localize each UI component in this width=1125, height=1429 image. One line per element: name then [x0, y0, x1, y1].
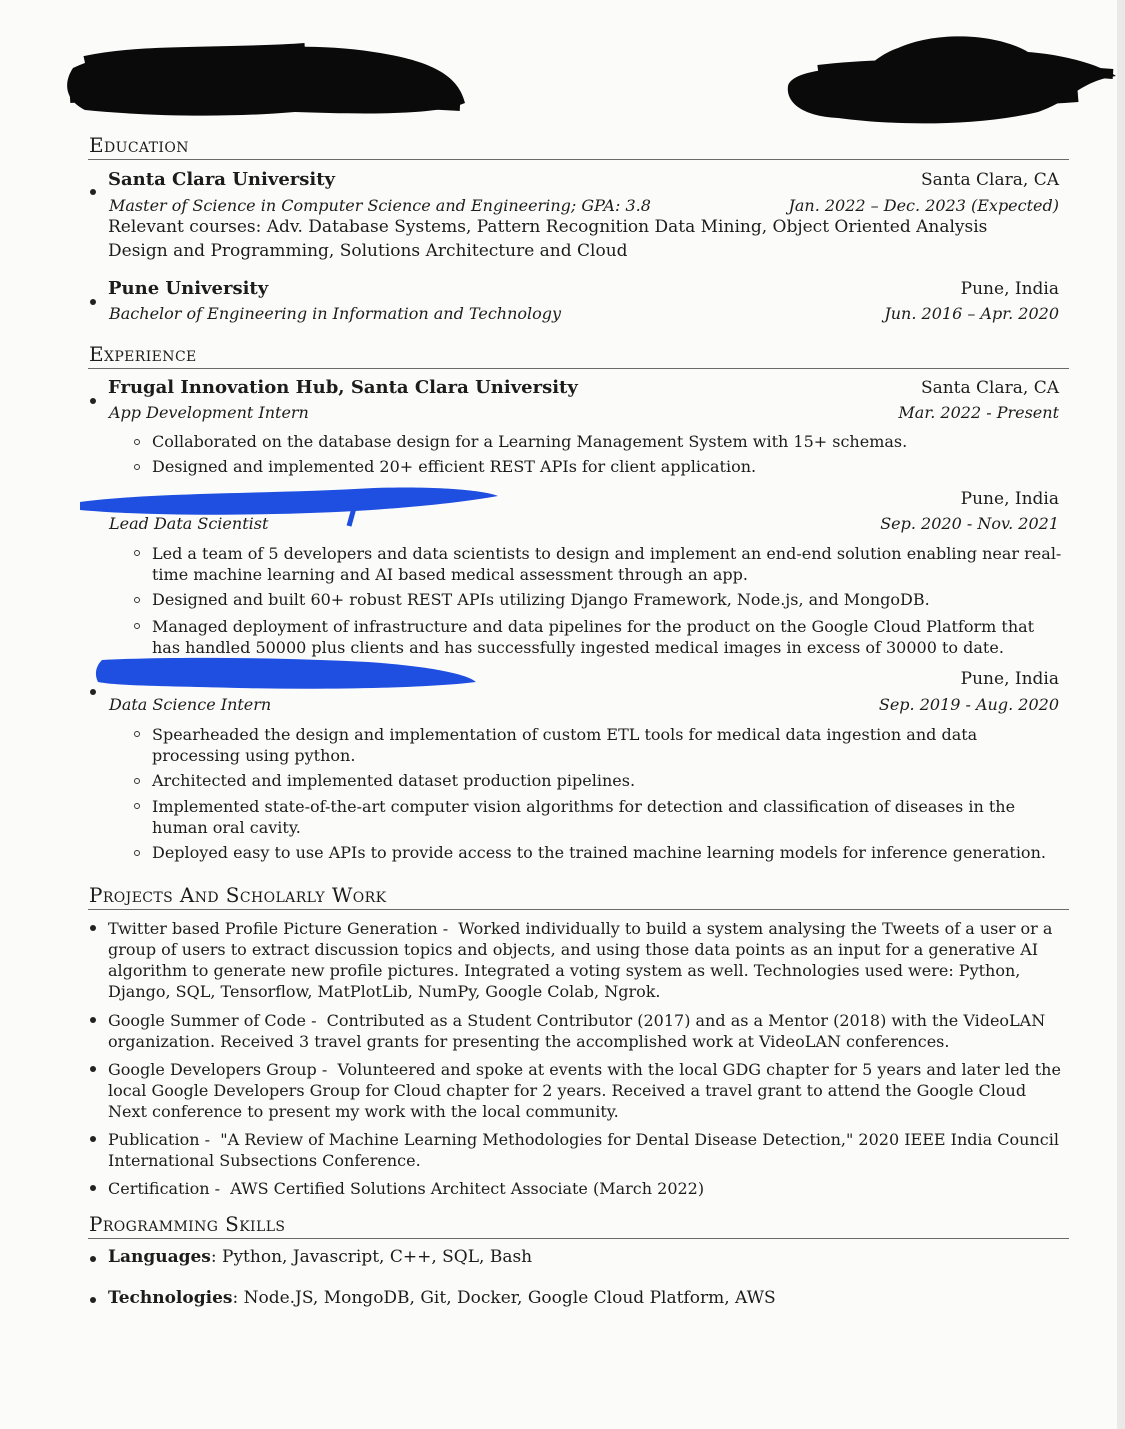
degree-dates: Jan. 2022 – Dec. 2023 (Expected)	[788, 196, 1059, 215]
job-role: Lead Data Scientist	[109, 514, 269, 533]
project-description: Worked individually to build a system analysing the Tweets of a user or a group of users to extract discussion topics and objects, and using those data points as an input for a generative AI algorithm to generate new profile pictures. Integrated a voting system as well. Technologies used were: Python, Django, SQL, Tensorflow, MatPlotLib, NumPy, Google Colab, Ngrok.	[108, 919, 1053, 1001]
school-location: Santa Clara, CA	[920, 170, 1059, 190]
sub-bullet	[134, 850, 140, 856]
degree: Bachelor of Engineering in Information and Technology	[109, 304, 562, 323]
sub-bullet	[134, 778, 140, 784]
skill-line	[108, 1247, 532, 1267]
skill-label: Technologies	[108, 1288, 233, 1308]
job-detail: Designed and built 60+ robust REST APIs utilizing Django Framework, Node.js, and MongoDB.	[152, 590, 930, 609]
company-redaction-2	[88, 652, 480, 694]
project-entry	[108, 1059, 1063, 1122]
degree-dates: Jun. 2016 – Apr. 2020	[884, 304, 1059, 323]
school-name: Pune University	[108, 278, 269, 299]
job-detail: Deployed easy to use APIs to provide access to the trained machine learning models for inference generation.	[152, 843, 1046, 862]
job-detail: Led a team of 5 developers and data scientists to design and implement an end-end solution enabling near real-time machine learning and AI based medical assessment through an app.	[152, 544, 1062, 584]
sub-bullet	[134, 464, 140, 470]
skill-value: : Python, Javascript, C++, SQL, Bash	[210, 1247, 533, 1267]
bullet	[90, 398, 96, 404]
bullet	[90, 689, 96, 695]
employer-name: Frugal Innovation Hub, Santa Clara University	[108, 377, 578, 398]
bullet	[90, 1297, 96, 1303]
job-dates: Sep. 2020 - Nov. 2021	[880, 514, 1059, 533]
job-detail: Spearheaded the design and implementation of custom ETL tools for medical data ingestion and data processing using python.	[152, 725, 978, 765]
skill-value: : Node.JS, MongoDB, Git, Docker, Google Cloud Platform, AWS	[232, 1288, 776, 1308]
courses-line: Relevant courses: Adv. Database Systems, Pattern Recognition Data Mining, Object Oriented Analysis	[108, 217, 988, 237]
section-rule	[88, 159, 1069, 160]
section-rule	[88, 909, 1069, 910]
school-name: Santa Clara University	[108, 169, 335, 190]
name-redaction	[55, 28, 485, 123]
project-title: Google Summer of Code -	[108, 1011, 317, 1030]
project-description: Volunteered and spoke at events with the local GDG chapter for 5 years and later led the local Google Developers Group for Cloud chapter for 2 years. Received a travel grant to attend the Google Cloud Next conference to present my work with the local community.	[108, 1060, 1061, 1121]
skill-line	[108, 1288, 776, 1308]
page-edge	[1117, 0, 1125, 1429]
sub-bullet	[134, 623, 140, 629]
project-title: Twitter based Profile Picture Generation -	[108, 919, 449, 938]
project-description: AWS Certified Solutions Architect Associate (March 2022)	[230, 1179, 705, 1198]
degree: Master of Science in Computer Science and Engineering; GPA: 3.8	[109, 196, 651, 215]
project-title: Google Developers Group -	[108, 1060, 328, 1079]
bullet	[90, 1185, 96, 1191]
project-description: "A Review of Machine Learning Methodologies for Dental Disease Detection," 2020 IEEE India Council International Subsections Conference.	[108, 1130, 1059, 1170]
bullet	[90, 189, 96, 195]
courses-line: Design and Programming, Solutions Architecture and Cloud	[108, 241, 628, 261]
bullet	[90, 1017, 96, 1023]
skill-label: Languages	[108, 1247, 211, 1267]
project-entry	[108, 918, 1068, 1002]
bullet	[90, 1136, 96, 1142]
section-rule	[88, 368, 1069, 369]
bullet	[90, 299, 96, 305]
job-location: Pune, India	[960, 489, 1059, 509]
project-title: Certification -	[108, 1179, 221, 1198]
sub-bullet	[134, 439, 140, 445]
sub-bullet	[134, 803, 140, 809]
section-heading-projects: Projects And Scholarly Work	[89, 883, 387, 907]
project-entry	[108, 1178, 1063, 1199]
job-detail: Collaborated on the database design for a Learning Management System with 15+ schemas.	[152, 432, 908, 451]
job-detail: Architected and implemented dataset production pipelines.	[152, 771, 636, 790]
contact-redaction	[778, 30, 1120, 130]
school-location: Pune, India	[960, 279, 1059, 299]
section-heading-experience: Experience	[89, 342, 197, 366]
job-dates: Sep. 2019 - Aug. 2020	[878, 695, 1059, 714]
job-role: Data Science Intern	[109, 695, 272, 714]
job-location: Santa Clara, CA	[920, 378, 1059, 398]
section-heading-skills: Programming Skills	[89, 1212, 286, 1236]
bullet	[90, 1066, 96, 1072]
section-heading-education: Education	[89, 133, 189, 157]
job-role: App Development Intern	[109, 403, 309, 422]
section-rule	[88, 1238, 1069, 1239]
sub-bullet	[134, 731, 140, 737]
project-title: Publication -	[108, 1130, 211, 1149]
sub-bullet	[134, 550, 140, 556]
job-location: Pune, India	[960, 669, 1059, 689]
project-entry	[108, 1129, 1063, 1171]
project-description: Contributed as a Student Contributor (2017) and as a Mentor (2018) with the VideoLAN organization. Received 3 travel grants for presenting the accomplished work at VideoLAN conferences.	[108, 1011, 1046, 1051]
job-detail: Designed and implemented 20+ efficient REST APIs for client application.	[152, 457, 757, 476]
job-dates: Mar. 2022 - Present	[898, 403, 1059, 422]
job-detail: Managed deployment of infrastructure and data pipelines for the product on the Google Cloud Platform that has handled 50000 plus clients and has successfully ingested medical images in excess of 30000 to date.	[152, 617, 1035, 657]
bullet	[90, 925, 96, 931]
sub-bullet	[134, 597, 140, 603]
job-detail: Implemented state-of-the-art computer vision algorithms for detection and classification of diseases in the human oral cavity.	[152, 797, 1016, 837]
bullet	[90, 1256, 96, 1262]
project-entry	[108, 1010, 1058, 1052]
